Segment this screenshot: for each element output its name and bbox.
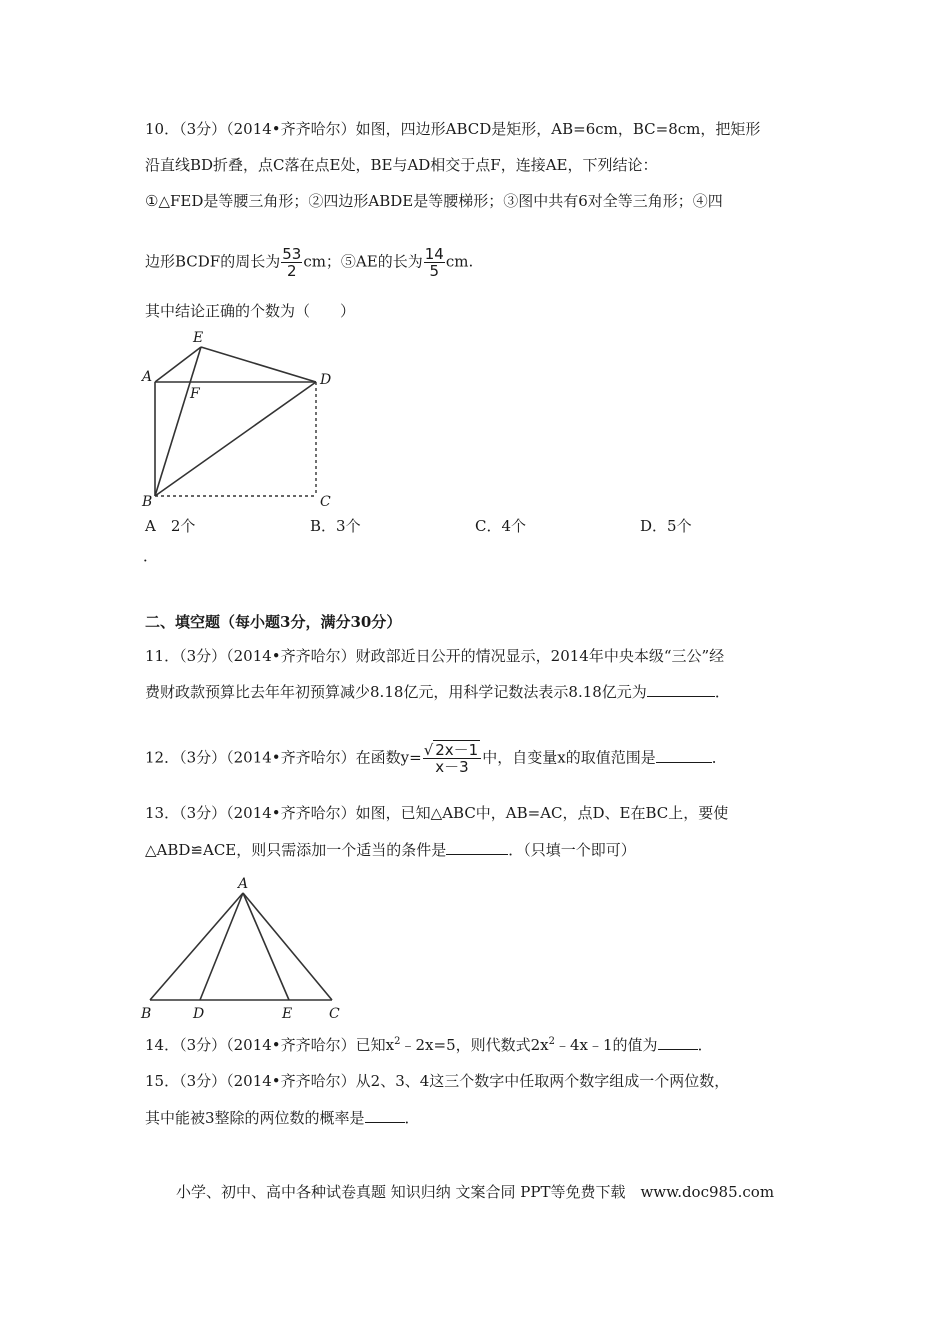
- label-f: F: [190, 386, 200, 402]
- fraction-numerator: 53: [282, 245, 302, 263]
- answer-blank: [656, 748, 712, 763]
- exponent: 2: [394, 1036, 401, 1047]
- answer-blank: [446, 840, 508, 855]
- label-a: A: [238, 876, 249, 892]
- label-d: D: [193, 1006, 205, 1022]
- segment-ac: [243, 893, 332, 1000]
- fraction-denominator: 2: [286, 262, 297, 280]
- segment-ab: [150, 893, 243, 1000]
- q11-line2-text: 费财政款预算比去年年初预算减少8.18亿元，用科学记数法表示8.18亿元为: [145, 683, 647, 701]
- q15-line1: 15．（3分）（2014•齐齐哈尔）从2、3、4这三个数字中任取两个数字组成一个两位数，: [145, 1072, 730, 1090]
- segment-ed: [201, 347, 316, 382]
- q10-option-a: A 2个: [145, 517, 196, 535]
- label-e: E: [282, 1006, 293, 1022]
- label-e: E: [193, 330, 204, 346]
- answer-blank: [647, 682, 715, 697]
- segment-bd: [155, 382, 316, 496]
- page-footer: 小学、初中、高中各种试卷真题 知识归纳 文案合同 PPT等免费下载 www.doc985.com: [175, 1183, 775, 1201]
- q15-end: ．: [404, 1109, 420, 1127]
- q10-figure-rectangle-fold: [138, 325, 343, 510]
- q10-line3: ①△FED是等腰三角形；②四边形ABDE是等腰梯形；③图中共有6对全等三角形；④四: [145, 192, 723, 210]
- segment-ad: [200, 893, 243, 1000]
- fraction-perimeter: [281, 246, 302, 279]
- q10-line4-part-c: cm.: [445, 252, 474, 271]
- q11-line2: [145, 682, 730, 702]
- q14-text-a: 14．（3分）（2014•齐齐哈尔）已知x: [145, 1036, 395, 1054]
- q10-option-b: B．3个: [310, 517, 361, 535]
- q13-figure-isosceles-triangle: [138, 873, 348, 1023]
- q11-end: ．: [714, 683, 730, 701]
- q13-line2-text: △ABD≌ACE，则只需添加一个适当的条件是: [145, 841, 447, 859]
- q12-text-a: 12．（3分）（2014•齐齐哈尔）在函数y=: [145, 748, 422, 767]
- answer-blank: [365, 1108, 405, 1123]
- label-a: A: [142, 369, 153, 385]
- label-b: B: [141, 1006, 152, 1022]
- label-c: C: [329, 1006, 340, 1022]
- q10-option-d: D．5个: [640, 517, 692, 535]
- label-d: D: [320, 372, 332, 388]
- q13-line2: [145, 840, 636, 860]
- q15-line2: [145, 1108, 420, 1128]
- answer-blank: [658, 1035, 698, 1050]
- segment-ae: [243, 893, 289, 1000]
- q14-end: ．: [697, 1036, 713, 1054]
- fraction-function: [423, 742, 482, 775]
- fraction-denominator: x－3: [435, 758, 469, 776]
- q14-text-b: ﹣2x=5，则代数式2x: [400, 1036, 549, 1054]
- segment-ae: [155, 347, 201, 382]
- fraction-ae-length: [424, 246, 445, 279]
- exponent: 2: [548, 1036, 555, 1047]
- q10-line4-part-b: cm；⑤AE的长为: [303, 252, 423, 271]
- q15-line2-text: 其中能被3整除的两位数的概率是: [145, 1109, 365, 1127]
- q10-line4: [145, 246, 473, 279]
- q10-trailing-dot: ．: [143, 547, 159, 565]
- q12-end: ．: [711, 748, 727, 767]
- q10-option-c: C．4个: [475, 517, 527, 535]
- q14-line: [145, 1035, 713, 1055]
- fraction-numerator: 14: [424, 245, 444, 263]
- q11-line1: 11．（3分）（2014•齐齐哈尔）财政部近日公开的情况显示，2014年中央本级“三公”经: [145, 647, 725, 665]
- q10-line1: 10．（3分）（2014•齐齐哈尔）如图，四边形ABCD是矩形，AB=6cm，BC=8cm，把矩形: [145, 120, 761, 138]
- segment-eb: [155, 347, 201, 496]
- label-b: B: [142, 494, 153, 510]
- q13-line2-end: ．（只填一个即可）: [508, 841, 636, 859]
- q13-line1: 13．（3分）（2014•齐齐哈尔）如图，已知△ABC中，AB=AC，点D、E在BC上，要使: [145, 804, 729, 822]
- q12-text-b: 中，自变量x的取值范围是: [482, 748, 656, 767]
- q14-text-c: ﹣4x﹣1的值为: [555, 1036, 658, 1054]
- fraction-denominator: 5: [429, 262, 440, 280]
- q10-line2: 沿直线BD折叠，点C落在点E处，BE与AD相交于点F，连接AE，下列结论：: [145, 156, 658, 174]
- q10-line4-part-a: 边形BCDF的周长为: [145, 252, 281, 271]
- q10-line5: 其中结论正确的个数为（ ）: [145, 302, 356, 320]
- sqrt-radicand: 2x－1: [435, 741, 479, 759]
- q12-line: [145, 742, 727, 775]
- section-2-title: 二、填空题（每小题3分，满分30分）: [145, 613, 402, 631]
- label-c: C: [320, 494, 331, 510]
- fraction-numerator-sqrt: √ 2x－1: [423, 742, 482, 759]
